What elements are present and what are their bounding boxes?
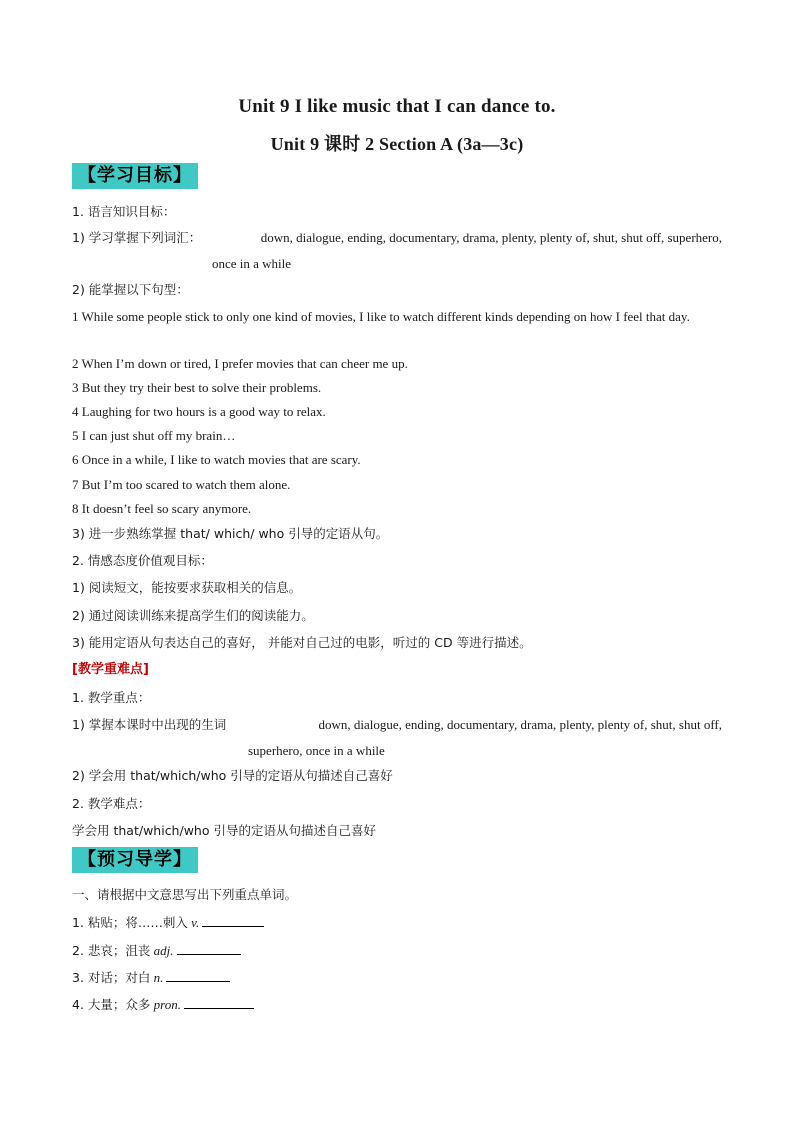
vocab-item-2: 2. 悲哀；沮丧 adj.	[72, 942, 241, 959]
sentence-7: 7 But I’m too scared to watch them alone.	[72, 477, 291, 492]
answer-blank-4[interactable]	[184, 996, 254, 1009]
key-difficulty-line: 学会用 that/which/who 引导的定语从句描述自己喜好	[72, 823, 376, 838]
sentence-2: 2 When I’m down or tired, I prefer movies that can cheer me up.	[72, 356, 408, 371]
sentence-8: 8 It doesn’t feel so scary anymore.	[72, 501, 252, 516]
answer-blank-1[interactable]	[202, 914, 264, 927]
sentence-6: 6 Once in a while, I like to watch movies that are scary.	[72, 452, 361, 467]
preview-banner: 【预习导学】	[72, 847, 198, 873]
key-focus-words: down, dialogue, ending, documentary, drama, plenty, plenty of, shut, shut off,	[318, 717, 722, 732]
key-points-heading: [教学重难点]	[72, 662, 149, 677]
vocab-item-3: 3. 对话；对白 n.	[72, 969, 230, 986]
sentence-5: 5 I can just shut off my brain…	[72, 428, 236, 443]
learning-goals-banner: 【学习目标】	[72, 163, 198, 189]
patterns-label: 2) 能掌握以下句型：	[72, 282, 189, 297]
goal-heading-language: 1. 语言知识目标：	[72, 204, 176, 219]
vocab-item-1: 1. 粘贴；将……刺入 v.	[72, 914, 264, 931]
vocab-item-4: 4. 大量；众多 pron.	[72, 996, 254, 1013]
unit-title: Unit 9 I like music that I can dance to.	[238, 96, 556, 117]
sentence-4: 4 Laughing for two hours is a good way to relax.	[72, 404, 326, 419]
lesson-subtitle: Unit 9 课时 2 Section A (3a—3c)	[270, 134, 524, 154]
emotion-goal-2: 2) 通过阅读训练来提高学生们的阅读能力。	[72, 608, 314, 623]
answer-blank-2[interactable]	[177, 942, 241, 955]
key-focus-line	[72, 717, 722, 733]
key-focus-continued: superhero, once in a while	[248, 743, 385, 758]
emotion-goal-3: 3) 能用定语从句表达自己的喜好， 并能对自己过的电影，听过的 CD 等进行描述。	[72, 635, 532, 650]
vocab-line	[72, 230, 722, 246]
goal-heading-emotion: 2. 情感态度价值观目标：	[72, 553, 213, 568]
answer-blank-3[interactable]	[166, 969, 230, 982]
key-focus-heading: 1. 教学重点：	[72, 690, 151, 705]
key-focus-item-2: 2) 学会用 that/which/who 引导的定语从句描述自己喜好	[72, 768, 393, 783]
vocab-label: 1) 学习掌握下列词汇：	[72, 230, 202, 245]
sentence-3: 3 But they try their best to solve their problems.	[72, 380, 322, 395]
vocab-continued: once in a while	[212, 256, 292, 271]
preview-instruction: 一、请根据中文意思写出下列重点单词。	[72, 887, 298, 902]
emotion-goal-1: 1) 阅读短文，能按要求获取相关的信息。	[72, 580, 302, 595]
vocab-words: down, dialogue, ending, documentary, drama, plenty, plenty of, shut, shut off, superhero,	[260, 230, 722, 245]
clause-goal: 3) 进一步熟练掌握 that/ which/ who 引导的定语从句。	[72, 526, 389, 541]
key-difficulty-heading: 2. 教学难点：	[72, 796, 151, 811]
sentence-1: 1 While some people stick to only one kind of movies, I like to watch different kinds depending on how I feel that day.	[72, 309, 690, 324]
key-focus-label: 1) 掌握本课时中出现的生词	[72, 717, 227, 732]
